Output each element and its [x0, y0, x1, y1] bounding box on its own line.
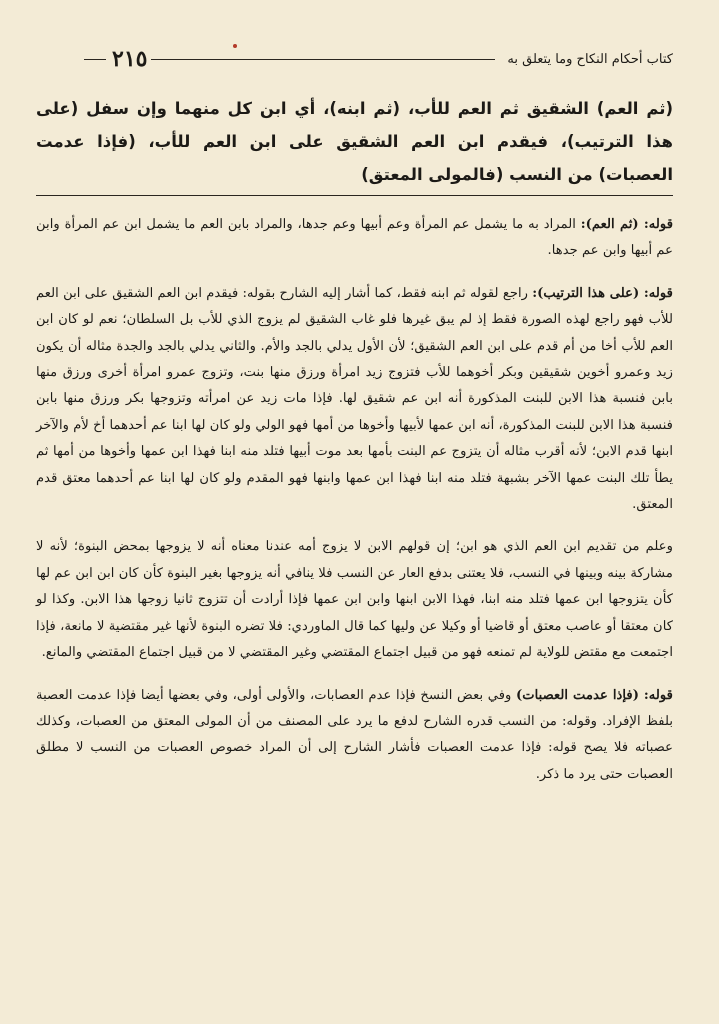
commentary-text: وفي بعض النسخ فإذا عدم العصابات، والأولى أولى، وفي بعضها أيضا فإذا عدمت العصبة بلفظ الإفراد. وقوله: من النسب قدره الشارح لدفع ما يرد على المصنف من أن المولى المعتق من العصبات، وكذلك عصباته فلا يصح قوله: فإذا عدمت العصبات فأشار الشارح إلى أن المراد خصوص العصبات من النسب لا مطلق العصبات حتى يرد ما ذكر. — [36, 687, 673, 782]
header-rule — [151, 59, 495, 60]
commentary-lemma: قوله: (ثم العم): — [580, 217, 674, 232]
matn-sharh-divider — [36, 195, 673, 196]
commentary-paragraph — [36, 534, 673, 666]
running-title: كتاب أحكام النكاح وما يتعلق به — [507, 51, 673, 67]
commentary-paragraph — [36, 281, 673, 519]
sharh-commentary — [36, 212, 673, 804]
page-header — [84, 44, 673, 74]
commentary-lemma: قوله: (فإذا عدمت العصبات) — [515, 687, 673, 703]
header-dash — [84, 59, 106, 60]
commentary-text: المراد به ما يشمل عم المرأة وعم أبيها وعم جدها، والمراد بابن العم ما يشمل ابن عم المرأة وابن عم أبيها وابن عم جدها. — [36, 217, 673, 259]
commentary-paragraph — [36, 212, 673, 265]
page-number: ٢١٥ — [112, 46, 148, 72]
commentary-lemma: قوله: (على هذا الترتيب): — [532, 285, 673, 301]
matn-text: (ثم العم) الشقيق ثم العم للأب، (ثم ابنه)، أي ابن كل منهما وإن سفل (على هذا الترتيب)، فيقدم ابن العم الشقيق على ابن العم للأب، (فإذا عدمت العصبات) من النسب (فالمولى المعتق) — [36, 99, 673, 184]
commentary-text: وعلم من تقديم ابن العم الذي هو ابن؛ إن قولهم الابن لا يزوج أمه عندنا معناه أنه لا يزوجها بمحض البنوة؛ لأنه لا مشاركة بينه وبينها في النسب، فلا يعتنى بدفع العار عن النسب فلا ينافي أنه يزوجها بغير البنوة كأن كان ابن ابن عم لها كأن يتزوجها ابن عمها فتلد منه ابنا، فهذا الابن ابنها وابن ابن عمها فإذا أرادت أن تتزوج ثانيا زوجها هذا الابن. وكذا لو كان معتقا أو عاصب معتق أو قاضيا أو وكيلا عن وليها كما قال الماوردي: فلا تضره البنوة لأنها غير مقتضية لا مانعة، فإذا اجتمعت مع مقتض للولاية لم تمنعه فهو من قبيل اجتماع المقتضي وغير المقتضي لا من قبيل اجتماع المقتضي والمانع. — [36, 539, 673, 661]
commentary-paragraph — [36, 683, 673, 789]
commentary-text: راجع لقوله ثم ابنه فقط، كما أشار إليه الشارح بقوله: فيقدم ابن العم الشقيق على ابن العم للأب فهو راجع لهذه الصورة فقط إذ لم يبق غيرها فلو غاب الشقيق لم يزوج الذي للأب بل السلطان؛ نعم لو كان ابن العم للأب أخا من أم قدم على ابن العم الشقيق؛ لأن الأول يدلي بالجد والأم. والثاني يدلي بالجد والجدة مثاله أن يكون زيد وعمرو أخوين شقيقين وبكر أخوهما للأب فتزوج زيد امرأة ورزق منها بنت، وتزوج عمرو امرأة أخرى ورزق منها بابن فنسبة هذا الابن للبنت المذكورة أنه ابن عم شقيق لها. فإذا مات زيد عن امرأته وتزوجها بكر ورزق منها بابن فنسبة هذا الابن للبنت المذكورة، أنه ابن عمها لأبيها وأخوها من أمها فهو الولي ولو كان لها ابنا عم أحدهما أخ لأم والآخر ابنها قدم الابن؛ لأنه أقرب مثاله أن يتزوج عم البنت بأمها بعد موت أبيها فتلد منه ابنا فهذا ابن عمها وأخوها من أمها ثم يطأ تلك البنت عمها الآخر بشبهة فتلد منه ابنا فهذا ابن عمها وابنها فهو المقدم ولو كان لها ابنا عم أحدهما معتق قدم المعتق. — [36, 285, 673, 513]
